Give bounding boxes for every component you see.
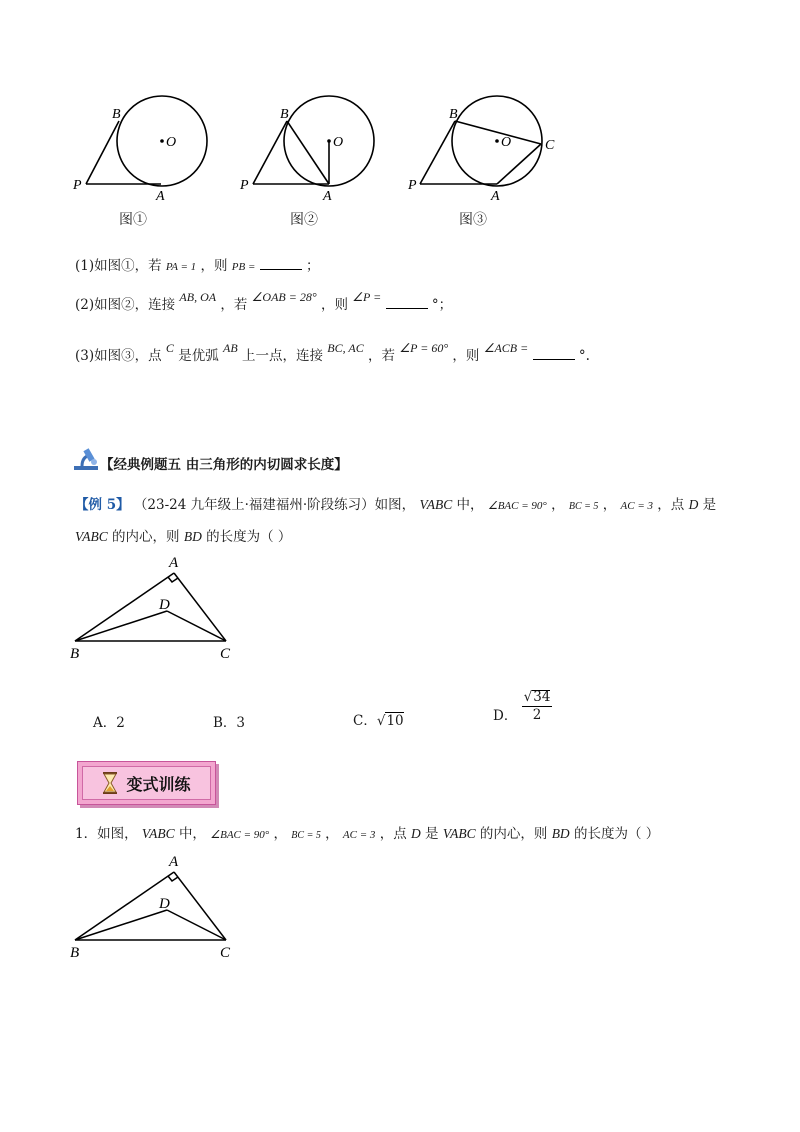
microscope-icon — [72, 447, 102, 471]
option-b[interactable]: B．3 — [213, 715, 246, 731]
fig2-label-p: P — [240, 178, 249, 193]
fig1-caption: 图① — [119, 212, 147, 228]
question-1: (1)如图①，若 PA = 1 ，则 PB = ； — [75, 258, 320, 274]
option-a[interactable]: A．2 — [93, 715, 125, 731]
answer-blank — [533, 347, 575, 360]
fig2-label-o: O — [333, 135, 344, 150]
circle-figures — [0, 0, 800, 240]
answer-blank — [386, 296, 428, 309]
fig1-label-o: O — [166, 135, 177, 150]
example-tag: 【例 5】 — [75, 497, 130, 513]
triangle-figure-2 — [60, 847, 280, 967]
tri1-label-c: C — [220, 646, 231, 662]
hourglass-icon — [102, 772, 118, 794]
option-c[interactable]: C．√10 — [353, 713, 404, 729]
tri2-label-d: D — [159, 896, 170, 912]
fig2-caption: 图② — [290, 212, 318, 228]
fig3-label-b: B — [449, 107, 458, 122]
fig1-label-p: P — [73, 178, 82, 193]
fig3-label-p: P — [408, 178, 417, 193]
section-title: 【经典例题五 由三角形的内切圆求长度】 — [100, 457, 348, 473]
example-line-2: VABC 的内心，则 BD 的长度为（ ） — [75, 529, 292, 545]
fig3-caption: 图③ — [459, 212, 487, 228]
exercise-1: 1．如图， VABC 中， ∠BAC = 90° ， BC = 5 ， AC = 3 ，点 D 是 VABC 的内心，则 BD 的长度为（ ） — [75, 826, 660, 842]
fig3-label-o: O — [501, 135, 512, 150]
question-3: (3)如图③，点 C 是优弧 AB 上一点，连接 BC, AC ，若 ∠P = 60° ，则 ∠ACB = °. — [75, 341, 590, 364]
question-2: (2)如图②，连接 AB, OA ，若 ∠OAB = 28° ，则 ∠P = °； — [75, 290, 453, 313]
triangle-figure-1 — [60, 545, 280, 665]
tri1-label-a: A — [169, 555, 179, 571]
fig1-label-b: B — [112, 107, 121, 122]
variant-training-banner — [77, 761, 216, 805]
tri1-label-b: B — [70, 646, 80, 662]
option-d[interactable]: D． $\frac{√34}{2}$ — [493, 689, 551, 724]
fraction: $\frac{√34}{2}$ — [523, 689, 551, 723]
fig3-label-c: C — [545, 138, 555, 153]
answer-blank — [260, 257, 302, 270]
banner-label: 变式训练 — [126, 774, 191, 794]
fig1-label-a: A — [156, 189, 165, 204]
tri2-label-a: A — [169, 854, 179, 870]
example-line-1: 【例 5】 （23-24 九年级上·福建福州·阶段练习）如图， VABC 中， ∠BAC = 90° ， BC = 5 ， AC = 3 ，点 D 是 — [75, 497, 717, 513]
fig2-label-a: A — [323, 189, 332, 204]
tri1-label-d: D — [159, 597, 170, 613]
tri2-label-b: B — [70, 945, 80, 961]
fig3-label-a: A — [491, 189, 500, 204]
tri2-label-c: C — [220, 945, 231, 961]
fig2-label-b: B — [280, 107, 289, 122]
